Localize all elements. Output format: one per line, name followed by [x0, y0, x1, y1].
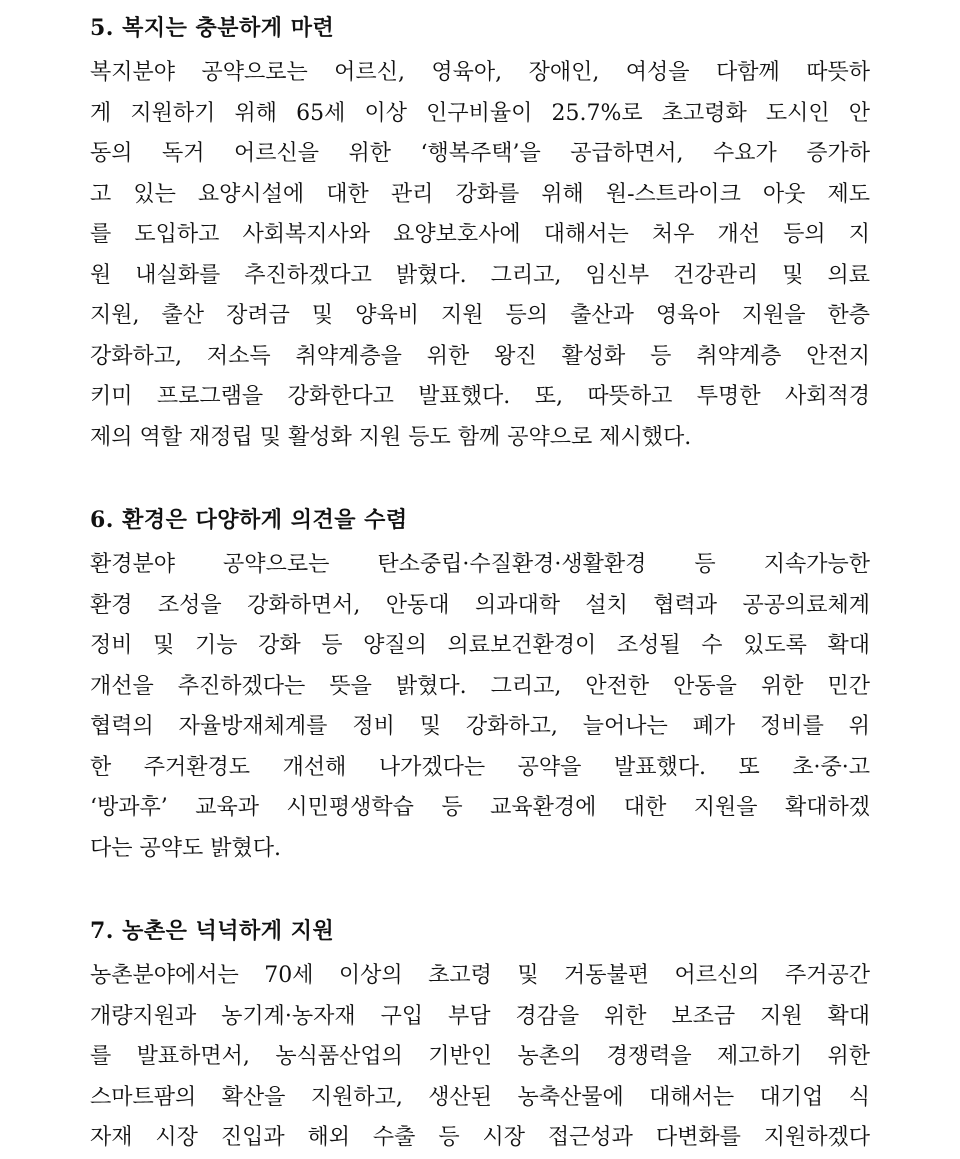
- paragraph-line: 환경분야 공약으로는 탄소중립·수질환경·생활환경 등 지속가능한: [90, 552, 870, 577]
- section-paragraph: [90, 956, 870, 1159]
- section-welfare: [90, 8, 870, 458]
- section-rural: [90, 911, 870, 1159]
- section-environment: [90, 500, 870, 869]
- paragraph-line: 동의 독거 어르신을 위한 ‘행복주택’을 공급하면서, 수요가 증가하: [90, 141, 870, 166]
- section-heading: 5. 복지는 충분하게 마련: [90, 15, 335, 41]
- paragraph-line: 협력의 자율방재체계를 정비 및 강화하고, 늘어나는 폐가 정비를 위: [90, 714, 870, 739]
- paragraph-line: 지원, 출산 장려금 및 양육비 지원 등의 출산과 영육아 지원을 한층: [90, 303, 870, 328]
- paragraph-line: 복지분야 공약으로는 어르신, 영육아, 장애인, 여성을 다함께 따뜻하: [90, 60, 870, 85]
- paragraph-line: 자재 시장 진입과 해외 수출 등 시장 접근성과 다변화를 지원하겠다: [90, 1125, 870, 1150]
- paragraph-line: 원 내실화를 추진하겠다고 밝혔다. 그리고, 임신부 건강관리 및 의료: [90, 262, 870, 288]
- paragraph-line: 를 발표하면서, 농식품산업의 기반인 농촌의 경쟁력을 제고하기 위한: [90, 1044, 870, 1069]
- document-page: [90, 8, 870, 1159]
- paragraph-line: 환경 조성을 강화하면서, 안동대 의과대학 설치 협력과 공공의료체계: [90, 592, 870, 618]
- paragraph-line: 고 있는 요양시설에 대한 관리 강화를 위해 원-스트라이크 아웃 제도: [90, 181, 870, 207]
- paragraph-line: 정비 및 기능 강화 등 양질의 의료보건환경이 조성될 수 있도록 확대: [90, 633, 870, 658]
- paragraph-line: 게 지원하기 위해 65세 이상 인구비율이 25.7%로 초고령화 도시인 안: [90, 100, 870, 126]
- paragraph-line: 제의 역할 재정립 및 활성화 지원 등도 함께 공약으로 제시했다.: [90, 424, 692, 450]
- paragraph-line: 개량지원과 농기계·농자재 구입 부담 경감을 위한 보조금 지원 확대: [90, 1003, 870, 1029]
- paragraph-line: 개선을 추진하겠다는 뜻을 밝혔다. 그리고, 안전한 안동을 위한 민간: [90, 673, 870, 699]
- paragraph-line: ‘방과후’ 교육과 시민평생학습 등 교육환경에 대한 지원을 확대하겠: [90, 795, 870, 820]
- section-heading: 6. 환경은 다양하게 의견을 수렴: [90, 507, 408, 533]
- section-paragraph: [90, 545, 870, 869]
- paragraph-line: 강화하고, 저소득 취약계층을 위한 왕진 활성화 등 취약계층 안전지: [90, 343, 870, 369]
- section-paragraph: [90, 53, 870, 458]
- paragraph-line: 키미 프로그램을 강화한다고 발표했다. 또, 따뜻하고 투명한 사회적경: [90, 384, 870, 409]
- paragraph-line: 를 도입하고 사회복지사와 요양보호사에 대해서는 처우 개선 등의 지: [90, 222, 870, 247]
- section-heading: 7. 농촌은 넉넉하게 지원: [90, 918, 335, 944]
- paragraph-line: 농촌분야에서는 70세 이상의 초고령 및 거동불편 어르신의 주거공간: [90, 963, 870, 988]
- paragraph-line: 스마트팜의 확산을 지원하고, 생산된 농축산물에 대해서는 대기업 식: [90, 1084, 870, 1110]
- paragraph-line: 한 주거환경도 개선해 나가겠다는 공약을 발표했다. 또 초·중·고: [90, 754, 870, 780]
- paragraph-line: 다는 공약도 밝혔다.: [90, 835, 281, 861]
